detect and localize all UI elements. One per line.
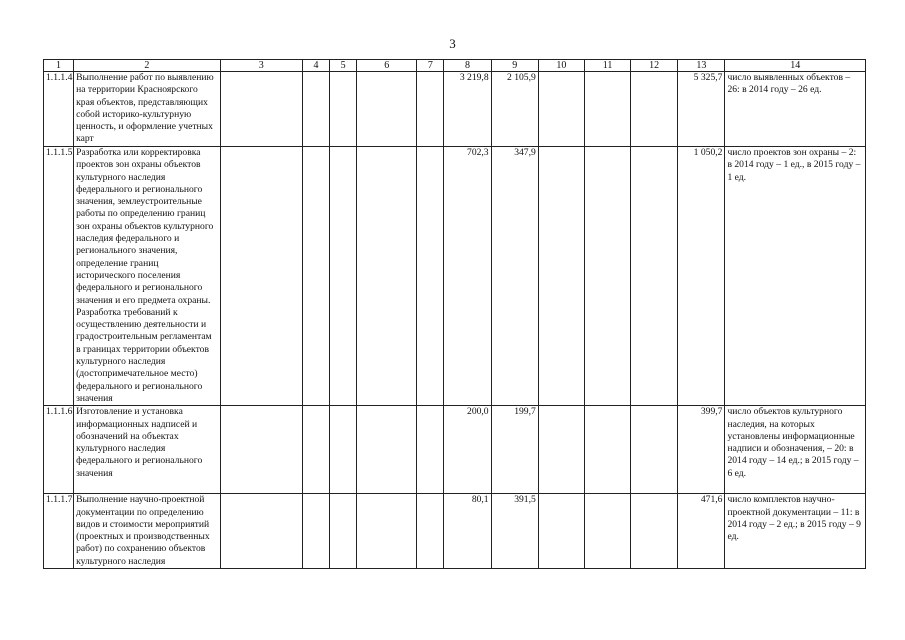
- column-header: 11: [584, 60, 630, 72]
- cell-col4: [302, 494, 329, 569]
- cell-col12: [631, 494, 678, 569]
- cell-col6: [357, 72, 417, 147]
- column-header: 1: [44, 60, 74, 72]
- column-number-row: [44, 60, 866, 72]
- row-description: Выполнение научно-проектной документации по определению видов и стоимости мероприятий (проектных и производственных работ) по сохранению объектов культурного наследия: [74, 494, 221, 569]
- cell-col11: [584, 147, 630, 406]
- cell-col10: [538, 147, 584, 406]
- table-row: [44, 147, 866, 406]
- cell-col6: [357, 494, 417, 569]
- cell-col3: [220, 147, 302, 406]
- cell-col5: [330, 406, 357, 494]
- row-description: Выполнение работ по выявлению на территории Красноярского края объектов, представляющих собой историко-культурную ценность, и оформление учетных карт: [74, 72, 221, 147]
- row-description: Изготовление и установка информационных надписей и обозначений на объектах культурного наследия федерального и регионального значения: [74, 406, 221, 494]
- column-header: 7: [417, 60, 444, 72]
- cell-col8: 200,0: [444, 406, 491, 494]
- cell-col10: [538, 494, 584, 569]
- cell-col4: [302, 72, 329, 147]
- cell-col13-total: 1 050,2: [678, 147, 725, 406]
- cell-col4: [302, 147, 329, 406]
- cell-col6: [357, 147, 417, 406]
- table-row: [44, 406, 866, 494]
- column-header: 13: [678, 60, 725, 72]
- column-header: 12: [631, 60, 678, 72]
- cell-col12: [631, 406, 678, 494]
- cell-col12: [631, 72, 678, 147]
- row-result: число комплектов научно-проектной документации – 11: в 2014 году – 2 ед.; в 2015 году – 9 ед.: [725, 494, 866, 569]
- cell-col6: [357, 406, 417, 494]
- cell-col8: 702,3: [444, 147, 491, 406]
- cell-col9: 199,7: [491, 406, 538, 494]
- cell-col7: [417, 147, 444, 406]
- column-header: 2: [74, 60, 221, 72]
- cell-col3: [220, 494, 302, 569]
- cell-col10: [538, 406, 584, 494]
- row-result: число выявленных объектов – 26: в 2014 году – 26 ед.: [725, 72, 866, 147]
- row-code: 1.1.1.7: [44, 494, 74, 569]
- program-activities-table: [43, 59, 866, 569]
- row-code: 1.1.1.4: [44, 72, 74, 147]
- cell-col5: [330, 147, 357, 406]
- cell-col13-total: 399,7: [678, 406, 725, 494]
- cell-col11: [584, 72, 630, 147]
- row-code: 1.1.1.6: [44, 406, 74, 494]
- row-code: 1.1.1.5: [44, 147, 74, 406]
- column-header: 3: [220, 60, 302, 72]
- cell-col7: [417, 494, 444, 569]
- column-header: 5: [330, 60, 357, 72]
- page-number: 3: [449, 36, 456, 51]
- column-header: 8: [444, 60, 491, 72]
- cell-col11: [584, 494, 630, 569]
- column-header: 14: [725, 60, 866, 72]
- column-header: 4: [302, 60, 329, 72]
- cell-col7: [417, 72, 444, 147]
- cell-col13-total: 5 325,7: [678, 72, 725, 147]
- column-header: 9: [491, 60, 538, 72]
- cell-col13-total: 471,6: [678, 494, 725, 569]
- cell-col5: [330, 494, 357, 569]
- cell-col3: [220, 406, 302, 494]
- table-row: [44, 494, 866, 569]
- table-row: [44, 72, 866, 147]
- cell-col9: 347,9: [491, 147, 538, 406]
- column-header: 6: [357, 60, 417, 72]
- column-header: 10: [538, 60, 584, 72]
- cell-col10: [538, 72, 584, 147]
- cell-col8: 80,1: [444, 494, 491, 569]
- cell-col9: 391,5: [491, 494, 538, 569]
- row-result: число проектов зон охраны – 2: в 2014 году – 1 ед., в 2015 году – 1 ед.: [725, 147, 866, 406]
- row-result: число объектов культурного наследия, на которых установлены информационные надписи и обозначения, – 20: в 2014 году – 14 ед.; в 2015 году – 6 ед.: [725, 406, 866, 494]
- cell-col5: [330, 72, 357, 147]
- cell-col11: [584, 406, 630, 494]
- row-description: Разработка или корректировка проектов зон охраны объектов культурного наследия федерального и регионального значения, землеустроительные работы по определению границ зон охраны объектов культурного наследия федерального и регионального значения, определение границ исторического поселения федерального и регионального значения и его предмета охраны. Разработка требований к осуществлению деятельности и градостроительным регламентам в границах территории объектов культурного наследия (достопримечательное место) федерального и регионального значения: [74, 147, 221, 406]
- cell-col7: [417, 406, 444, 494]
- cell-col4: [302, 406, 329, 494]
- cell-col9: 2 105,9: [491, 72, 538, 147]
- cell-col8: 3 219,8: [444, 72, 491, 147]
- cell-col12: [631, 147, 678, 406]
- cell-col3: [220, 72, 302, 147]
